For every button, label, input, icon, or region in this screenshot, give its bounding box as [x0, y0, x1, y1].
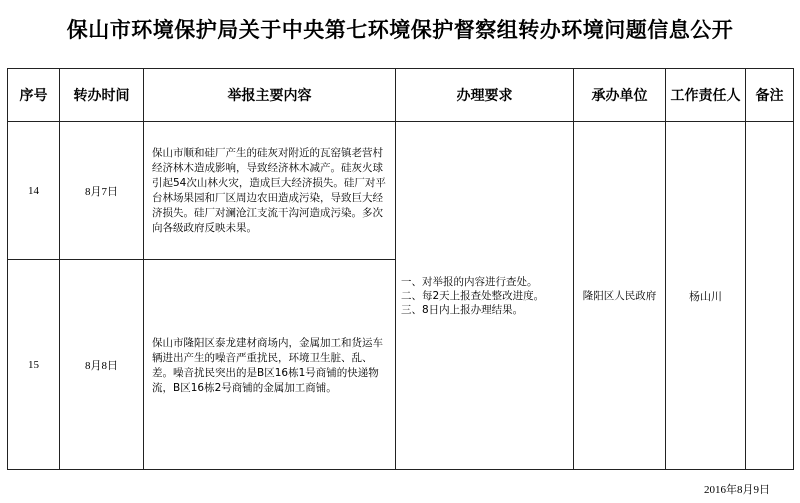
page-title: 保山市环境保护局关于中央第七环境保护督察组转办环境问题信息公开: [66, 18, 734, 42]
requirement-item: 二、每2天上报查处整改进度。: [401, 289, 545, 302]
table-row: [8, 122, 794, 260]
row-content: 保山市隆阳区泰龙建材商场内，金属加工和货运车辆进出产生的噪音严重扰民，环境卫生脏、乱、差。噪音扰民突出的是B区16栋1号商铺的快递物流，B区16栋2号商铺的金属加工商铺。: [144, 260, 396, 470]
publish-date: 2016年8月9日: [704, 484, 770, 496]
person-cell: 杨山川: [666, 122, 746, 470]
header-number: 序号: [8, 69, 60, 122]
row-content: 保山市顺和硅厂产生的硅灰对附近的瓦窑镇老营村经济林木造成影响，导致经济林木减产。硅灰火球引起54次山林火灾，造成巨大经济损失。硅厂对平台林场果园和厂区周边农田造成污染，导致巨大经济损失。硅厂对澜沧江支流干沟河造成污染。多次向各级政府反映未果。: [144, 122, 396, 260]
unit-cell: 隆阳区人民政府: [574, 122, 666, 470]
issues-table: [7, 68, 794, 470]
header-row: [8, 69, 794, 122]
header-content: 举报主要内容: [144, 69, 396, 122]
header-requirements: 办理要求: [396, 69, 574, 122]
row-date: 8月7日: [60, 122, 144, 260]
row-date: 8月8日: [60, 260, 144, 470]
row-number: 14: [8, 122, 60, 260]
row-number: 15: [8, 260, 60, 470]
header-person: 工作责任人: [666, 69, 746, 122]
header-remarks: 备注: [746, 69, 794, 122]
requirement-item: 一、对举报的内容进行查处。: [401, 275, 538, 288]
requirement-item: 三、8日内上报办理结果。: [401, 303, 524, 316]
header-date: 转办时间: [60, 69, 144, 122]
requirements-cell: [396, 122, 574, 470]
remarks-cell: [746, 122, 794, 470]
header-unit: 承办单位: [574, 69, 666, 122]
